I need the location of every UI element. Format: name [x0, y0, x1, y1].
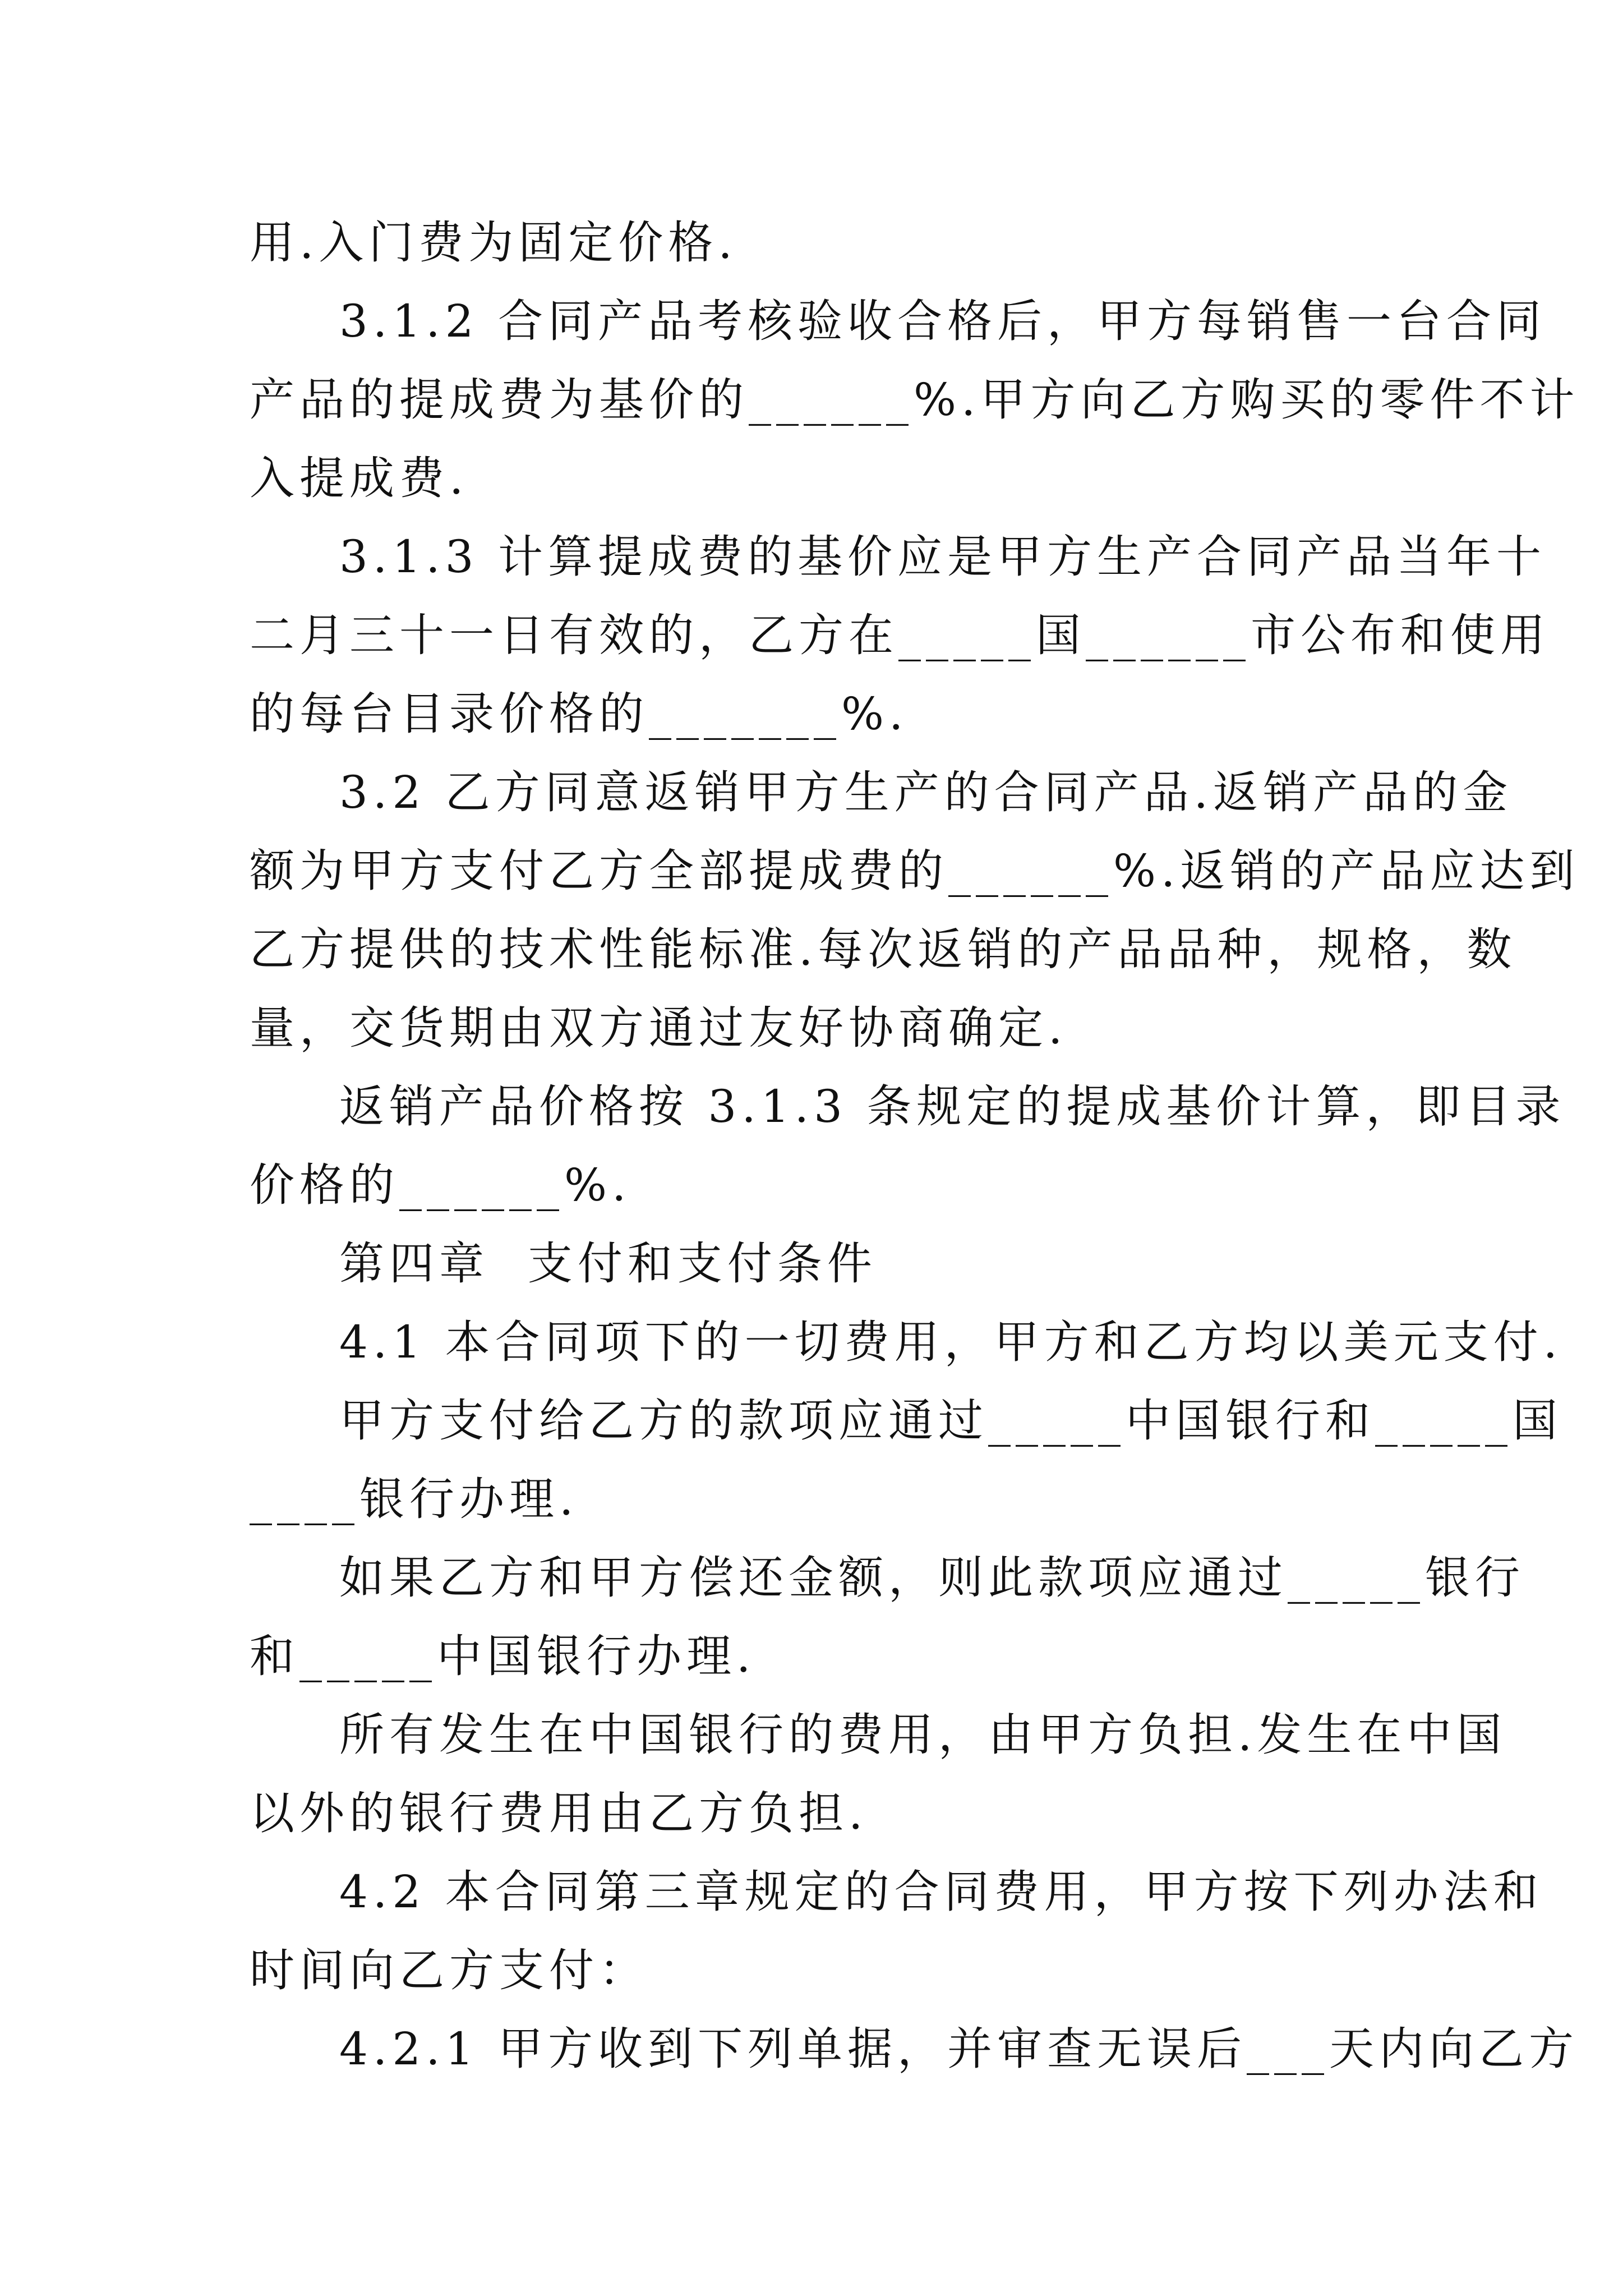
- text-line-4: 入提成费.: [250, 452, 469, 504]
- text-line-13: 价格的______%.: [250, 1159, 631, 1211]
- text-line-24: 4.2.1 甲方收到下列单据，并审查无误后___天内向乙方: [339, 2023, 1579, 2075]
- text-line-1: 用.入门费为固定价格.: [250, 217, 737, 269]
- text-line-9: 额为甲方支付乙方全部提成费的______%.返销的产品应达到: [250, 845, 1580, 897]
- text-line-6: 二月三十一日有效的，乙方在_____国______市公布和使用: [250, 609, 1550, 661]
- text-line-16: 甲方支付给乙方的款项应通过_____中国银行和_____国: [339, 1395, 1562, 1447]
- text-line-23: 时间向乙方支付：: [250, 1944, 649, 1996]
- text-line-12: 返销产品价格按 3.1.3 条规定的提成基价计算，即目录: [339, 1080, 1566, 1133]
- text-line-20: 所有发生在中国银行的费用，由甲方负担.发生在中国: [339, 1709, 1507, 1761]
- text-line-19: 和_____中国银行办理.: [250, 1630, 756, 1682]
- chapter-heading: 第四章 支付和支付条件: [339, 1237, 877, 1290]
- text-line-2: 3.1.2 合同产品考核验收合格后，甲方每销售一台合同: [339, 295, 1546, 347]
- text-line-11: 量，交货期由双方通过友好协商确定.: [250, 1002, 1068, 1054]
- text-line-3: 产品的提成费为基价的______%.甲方向乙方购买的零件不计: [250, 374, 1580, 426]
- text-line-15: 4.1 本合同项下的一切费用，甲方和乙方均以美元支付.: [339, 1316, 1563, 1368]
- text-line-5: 3.1.3 计算提成费的基价应是甲方生产合同产品当年十: [339, 531, 1546, 583]
- text-line-18: 如果乙方和甲方偿还金额，则此款项应通过_____银行: [339, 1552, 1525, 1604]
- text-line-10: 乙方提供的技术性能标准.每次返销的产品品种，规格，数: [250, 923, 1517, 976]
- text-line-21: 以外的银行费用由乙方负担.: [250, 1787, 868, 1839]
- text-line-7: 的每台目录价格的_______%.: [250, 688, 909, 740]
- text-line-8: 3.2 乙方同意返销甲方生产的合同产品.返销产品的金: [339, 766, 1513, 818]
- text-line-22: 4.2 本合同第三章规定的合同费用，甲方按下列办法和: [339, 1866, 1543, 1918]
- text-line-17: ____银行办理.: [250, 1473, 579, 1525]
